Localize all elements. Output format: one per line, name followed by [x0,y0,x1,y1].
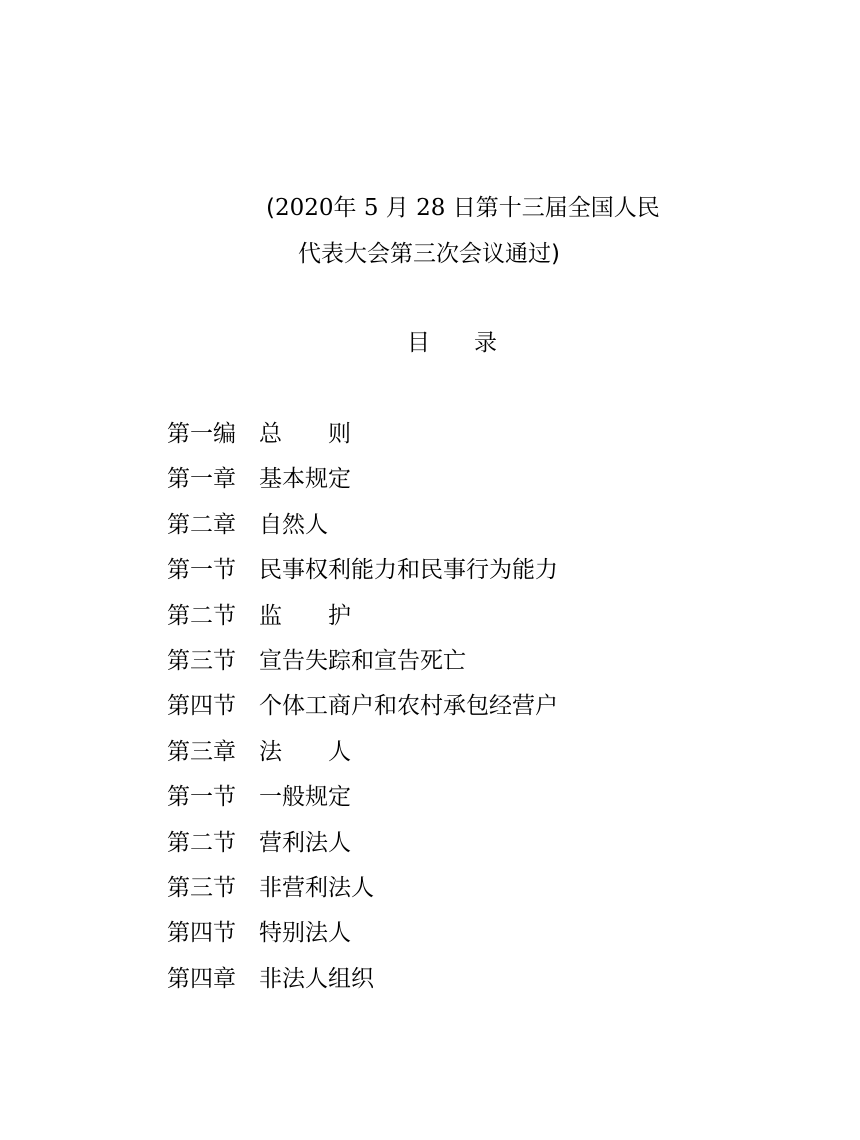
toc-entry-label: 第二章 [167,511,236,538]
year: 2020 [274,195,334,221]
toc-entry-label: 第四节 [167,693,236,720]
adoption-note-line-2: 代表大会第三次会议通过) [298,241,560,267]
toc-entry[interactable] [167,464,558,509]
toc-entry-title: 自然人 [259,511,328,538]
toc-entry-title: 民事权利能力和民事行为能力 [259,557,558,584]
toc-entry-label: 第三节 [167,874,236,901]
toc-entry[interactable] [167,691,558,736]
month-suffix: 月 [385,195,409,221]
toc-entry-label: 第二节 [167,829,236,856]
toc-entry-title: 非法人组织 [259,965,374,992]
toc-entry[interactable] [167,918,558,963]
open-paren: ( [266,195,275,221]
month: 5 [363,195,379,221]
table-of-contents [167,419,558,1009]
toc-entry-title: 营利法人 [259,829,351,856]
toc-entry-title: 个体工商户和农村承包经营户 [259,693,558,720]
toc-entry-label: 第二节 [167,602,236,629]
toc-entry-label: 第四章 [167,965,236,992]
toc-entry-title: 监 护 [259,602,351,629]
toc-entry[interactable] [167,873,558,918]
toc-entry[interactable] [167,601,558,646]
toc-entry[interactable] [167,555,558,600]
toc-entry[interactable] [167,828,558,873]
adoption-note-rest: 日第十三届全国人民 [452,195,660,221]
toc-entry-label: 第一节 [167,784,236,811]
toc-entry-label: 第一编 [167,421,236,447]
toc-entry-title: 法 人 [259,738,351,765]
toc-entry-title: 基本规定 [259,466,351,493]
day: 28 [416,195,446,221]
toc-title [407,328,497,358]
year-suffix: 年 [333,195,357,221]
toc-entry-title: 总 则 [259,421,351,447]
toc-entry-title: 一般规定 [259,784,351,811]
toc-entry[interactable] [167,419,558,464]
toc-title-part-1: 目 [407,330,430,356]
toc-entry-title: 宣告失踪和宣告死亡 [259,647,466,674]
toc-entry-label: 第一节 [167,557,236,584]
toc-entry-title: 特别法人 [259,920,351,947]
toc-entry-label: 第一章 [167,466,236,493]
toc-entry[interactable] [167,782,558,827]
toc-entry-label: 第三章 [167,738,236,765]
toc-title-part-2: 录 [474,330,497,356]
adoption-note-line-1 [266,193,660,223]
toc-entry[interactable] [167,510,558,555]
toc-entry[interactable] [167,646,558,691]
toc-entry-label: 第四节 [167,920,236,947]
toc-entry-title: 非营利法人 [259,874,374,901]
toc-entry[interactable] [167,737,558,782]
toc-entry-label: 第三节 [167,647,236,674]
toc-entry[interactable] [167,964,558,1009]
